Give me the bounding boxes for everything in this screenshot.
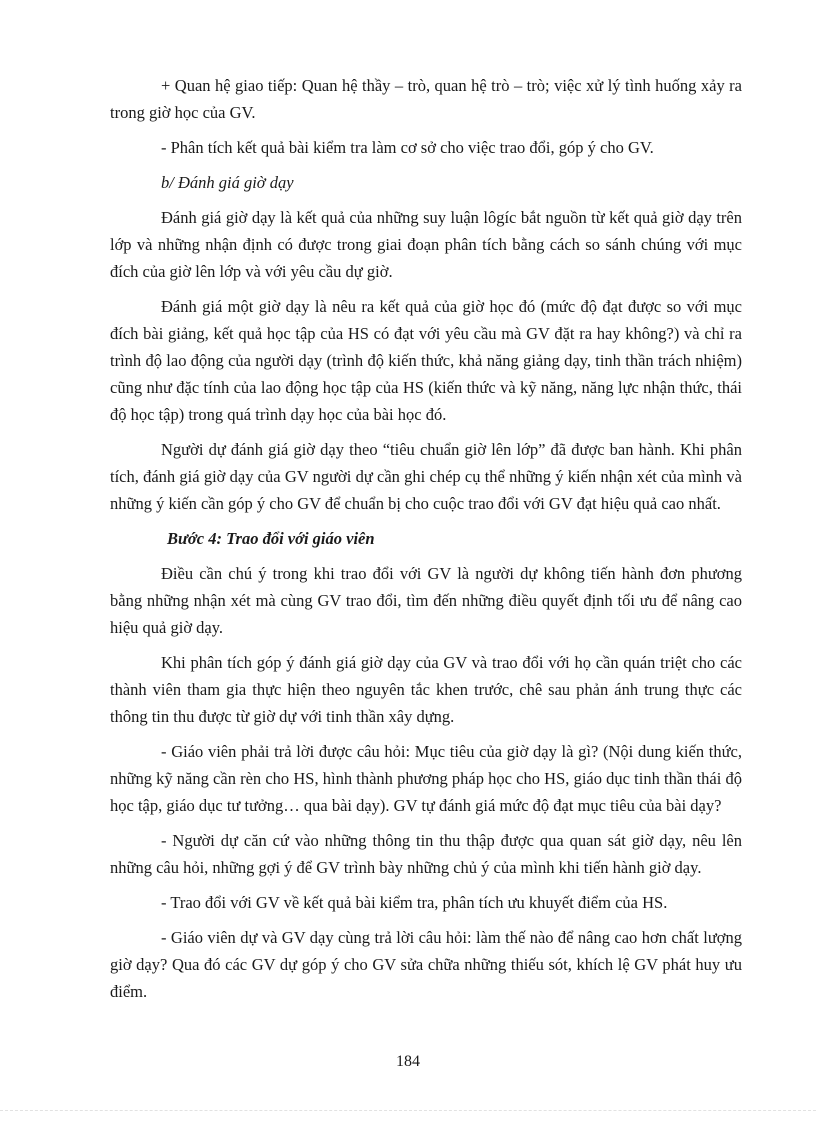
subheading-lesson-evaluation: b/ Đánh giá giờ dạy	[161, 173, 294, 192]
heading-step-4: Bước 4: Trao đổi với giáo viên	[167, 529, 375, 548]
paragraph-evaluation-standard: Người dự đánh giá giờ dạy theo “tiêu chuẩn giờ lên lớp” đã được ban hành. Khi phân tích, đánh giá giờ dạy của GV người dự cần ghi chép cụ thể những ý kiến nhận xét của mình và những ý kiến cần góp ý cho GV để chuẩn bị cho cuộc trao đổi với GV đạt hiệu quả cao nhất.	[110, 440, 742, 513]
paragraph-evaluation-results: Đánh giá một giờ dạy là nêu ra kết quả của giờ học đó (mức độ đạt được so với mục đích bài giảng, kết quả học tập của HS có đạt với yêu cầu mà GV đặt ra hay không?) và chỉ ra trình độ lao động của người dạy (trình độ kiến thức, khả năng giảng dạy, tinh thần trách nhiệm) cũng như đặc tính của lao động học tập của HS (kiến thức và kỹ năng, năng lực nhận thức, thái độ học tập) trong quá trình dạy học của bài học đó.	[110, 297, 742, 424]
paragraph-feedback-principle: Khi phân tích góp ý đánh giá giờ dạy của GV và trao đổi với họ cần quán triệt cho các thành viên tham gia thực hiện theo nguyên tắc khen trước, chê sau phản ánh trung thực các thông tin thu được từ giờ dự với tinh thần xây dựng.	[110, 653, 742, 726]
paragraph-communication-relations: + Quan hệ giao tiếp: Quan hệ thầy – trò, quan hệ trò – trò; việc xử lý tình huống xảy ra trong giờ học của GV.	[110, 76, 742, 122]
paragraph-test-analysis: - Phân tích kết quả bài kiểm tra làm cơ sở cho việc trao đổi, góp ý cho GV.	[161, 138, 654, 157]
paragraph-observer-questions: - Người dự căn cứ vào những thông tin thu thập được qua quan sát giờ dạy, nêu lên những câu hỏi, những gợi ý để GV trình bày những chủ ý của mình khi tiến hành giờ dạy.	[110, 831, 742, 877]
document-page	[110, 72, 742, 1013]
page-number: 184	[396, 1053, 420, 1070]
paragraph-teacher-objectives: - Giáo viên phải trả lời được câu hỏi: Mục tiêu của giờ dạy là gì? (Nội dung kiến thức, những kỹ năng cần rèn cho HS, hình thành phương pháp học cho HS, giáo dục tinh thần thái độ học tập, giáo dục tư tưởng… qua bài dạy). GV tự đánh giá mức độ đạt mục tiêu của bài dạy?	[110, 742, 742, 815]
page-bottom-divider	[0, 1110, 816, 1111]
paragraph-test-discussion: - Trao đổi với GV về kết quả bài kiểm tra, phân tích ưu khuyết điểm của HS.	[161, 893, 668, 912]
paragraph-quality-improvement: - Giáo viên dự và GV dạy cùng trả lời câu hỏi: làm thế nào để nâng cao hơn chất lượng giờ dạy? Qua đó các GV dự góp ý cho GV sửa chữa những thiếu sót, khích lệ GV phát huy ưu điểm.	[110, 928, 742, 1001]
paragraph-discussion-note: Điều cần chú ý trong khi trao đổi với GV là người dự không tiến hành đơn phương bằng những nhận xét mà cùng GV trao đổi, tìm đến những điều quyết định tối ưu để nâng cao hiệu quả giờ dạy.	[110, 564, 742, 637]
paragraph-evaluation-definition: Đánh giá giờ dạy là kết quả của những suy luận lôgíc bắt nguồn từ kết quả giờ dạy trên lớp và những nhận định có được trong giai đoạn phân tích bằng cách so sánh chúng với mục đích của giờ lên lớp và với yêu cầu dự giờ.	[110, 208, 742, 281]
